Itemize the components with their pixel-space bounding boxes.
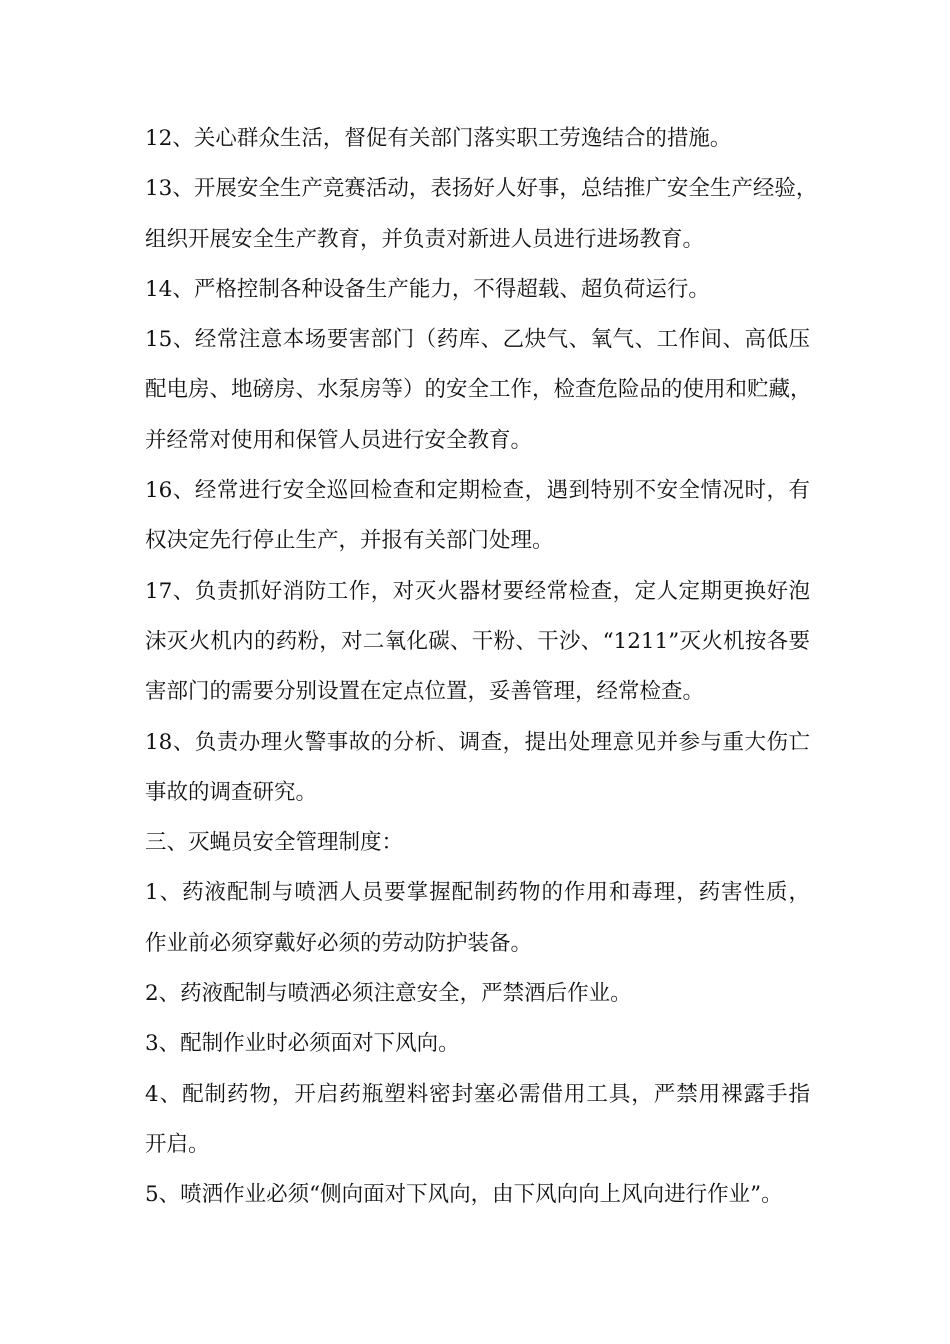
- text-line-item-17: 17、负责抓好消防工作，对灭火器材要经常检查，定人定期更换好泡: [145, 578, 810, 604]
- text-line-item-17-cont-2: 害部门的需要分别设置在定点位置，妥善管理，经常检查。: [145, 679, 705, 705]
- text-line-item-14: 14、严格控制各种设备生产能力，不得超载、超负荷运行。: [145, 276, 710, 302]
- text-line-item-12: 12、关心群众生活，督促有关部门落实职工劳逸结合的措施。: [145, 126, 732, 151]
- text-line-item-16-cont: 权决定先行停止生产，并报有关部门处理。: [145, 528, 554, 554]
- text-line-item-18: 18、负责办理火警事故的分析、调查，提出处理意见并参与重大伤亡: [145, 729, 810, 755]
- text-line-rule-1: 1、药液配制与喷洒人员要掌握配制药物的作用和毒理，药害性质，: [145, 880, 810, 906]
- text-line-item-17-cont-1: 沫灭火机内的药粉，对二氧化碳、干粉、干沙、“1211”灭火机按各要: [145, 628, 810, 654]
- text-line-rule-4: 4、配制药物，开启药瓶塑料密封塞必需借用工具，严禁用裸露手指: [145, 1081, 810, 1107]
- text-line-item-18-cont: 事故的调查研究。: [145, 779, 318, 805]
- text-line-item-15-cont-1: 配电房、地磅房、水泵房等）的安全工作，检查危险品的使用和贮藏，: [145, 377, 812, 403]
- document-body: [145, 114, 818, 1221]
- text-line-rule-5: 5、喷洒作业必须“侧向面对下风向，由下风向向上风向进行作业”。: [145, 1182, 783, 1208]
- text-line-item-15-cont-2: 并经常对使用和保管人员进行安全教育。: [145, 427, 533, 453]
- text-line-rule-4-cont: 开启。: [145, 1131, 210, 1157]
- text-line-item-15: 15、经常注意本场要害部门（药库、乙炔气、氧气、工作间、高低压: [145, 327, 810, 353]
- text-line-rule-2: 2、药液配制与喷洒必须注意安全，严禁酒后作业。: [145, 981, 632, 1007]
- text-line-item-13-cont: 组织开展安全生产教育，并负责对新进人员进行进场教育。: [145, 226, 705, 252]
- text-line-item-16: 16、经常进行安全巡回检查和定期检查，遇到特别不安全情况时，有: [145, 478, 810, 504]
- text-line-item-13: 13、开展安全生产竞赛活动，表扬好人好事，总结推广安全生产经验，: [145, 176, 818, 202]
- text-line-rule-1-cont: 作业前必须穿戴好必须的劳动防护装备。: [145, 930, 533, 956]
- text-line-rule-3: 3、配制作业时必须面对下风向。: [145, 1031, 460, 1057]
- section-heading-fly-control: 三、灭蝇员安全管理制度：: [145, 830, 404, 856]
